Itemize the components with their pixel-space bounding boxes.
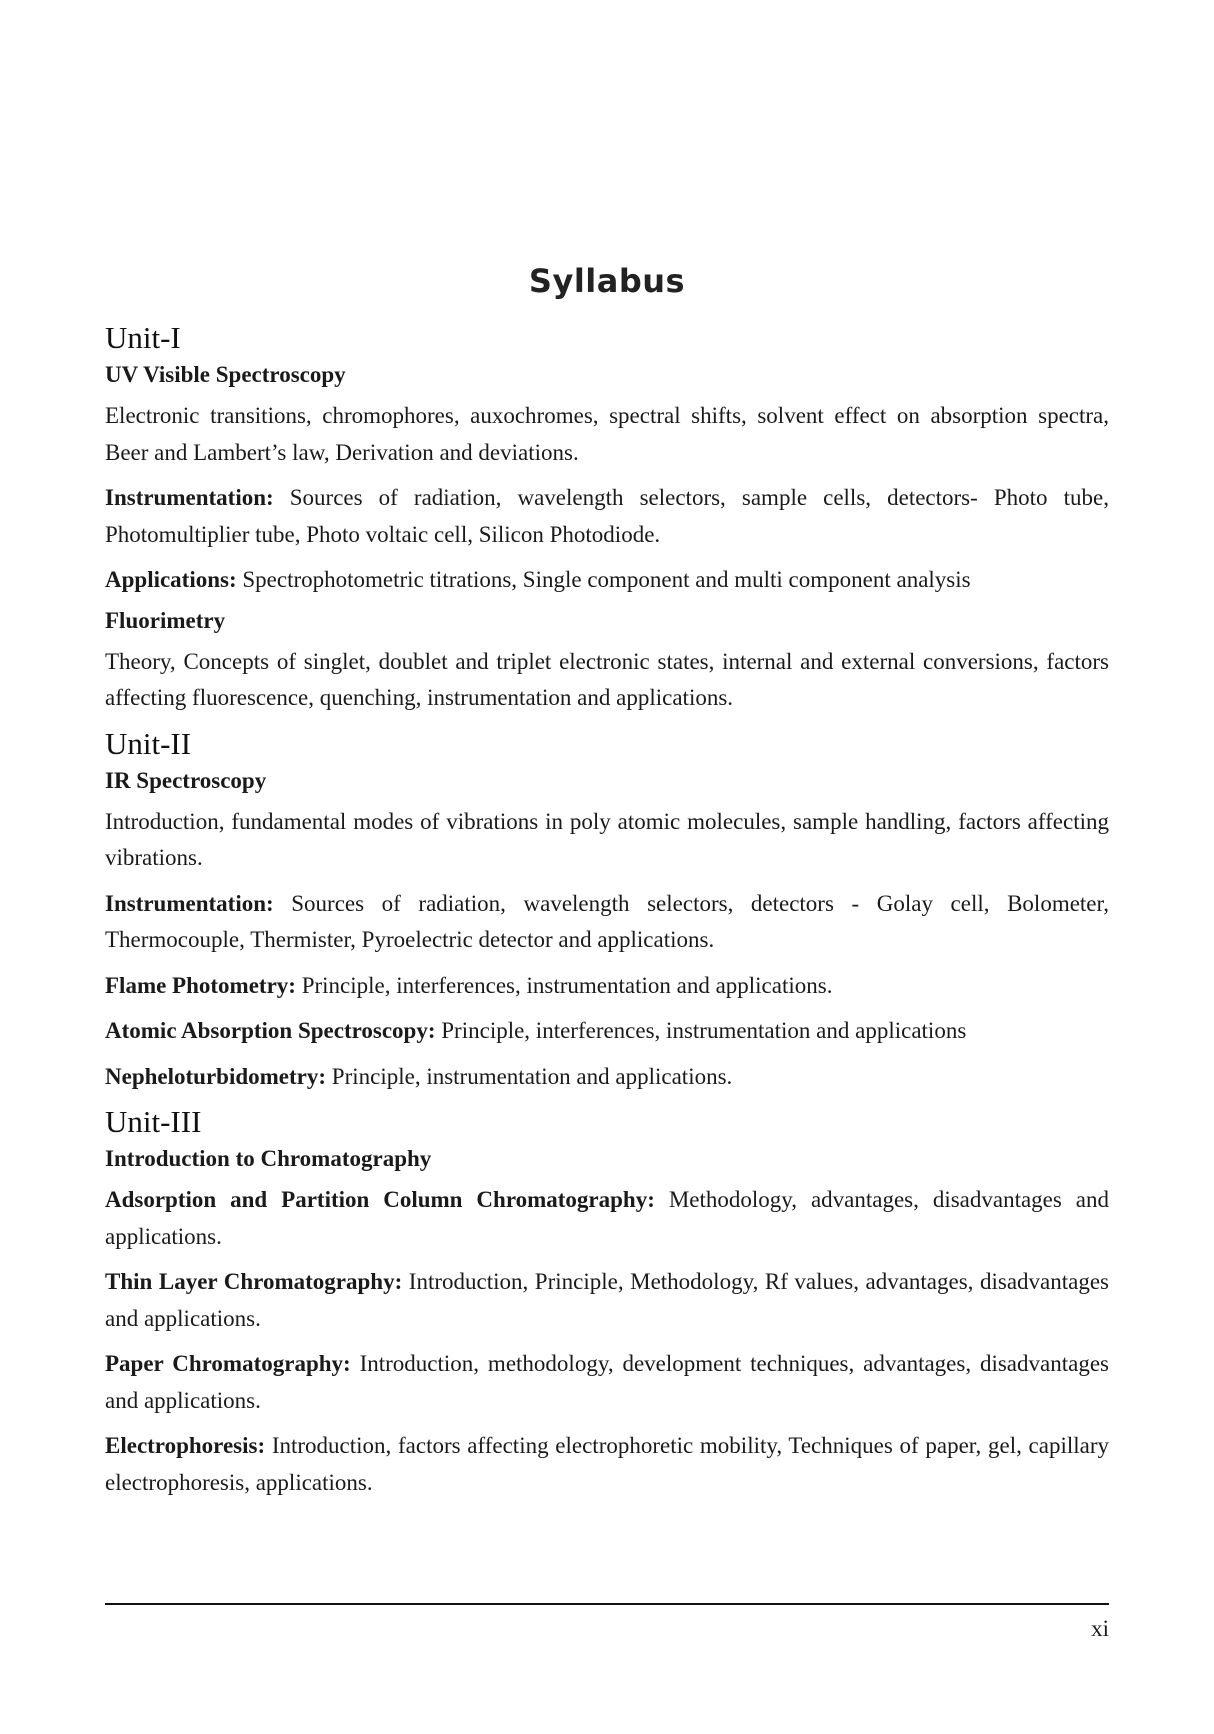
- paragraph-lead: Electrophoresis:: [105, 1433, 266, 1458]
- topic-paragraph: [105, 886, 1109, 959]
- paragraph-lead: Applications:: [105, 567, 237, 592]
- paragraph-text: Principle, interferences, instrumentation and applications: [435, 1018, 967, 1043]
- topic-paragraph: [105, 968, 1109, 1005]
- paragraph-text: Spectrophotometric titrations, Single component and multi component analysis: [236, 567, 971, 592]
- paragraph-lead: Paper Chromatography:: [105, 1351, 351, 1376]
- topic-heading: IR Spectroscopy: [105, 767, 267, 793]
- syllabus-page: [105, 262, 1109, 1510]
- units-container: [105, 320, 1109, 1501]
- paragraph-lead: Thin Layer Chromatography:: [105, 1269, 403, 1294]
- topic-heading: Fluorimetry: [105, 607, 226, 633]
- unit-heading: Unit-III: [105, 1104, 202, 1139]
- paragraph-text: Principle, interferences, instrumentation and applications.: [295, 972, 833, 998]
- paragraph-text: Theory, Concepts of singlet, doublet and triplet electronic states, internal and external conversions, factors affecting fluorescence, quenching, instrumentation and applications.: [105, 648, 1109, 710]
- paragraph-text: Sources of radiation, wavelength selectors, sample cells, detectors- Photo tube, Photomultiplier tube, Photo voltaic cell, Silicon Photodiode.: [105, 485, 1109, 547]
- topic-paragraph: [105, 1428, 1109, 1501]
- topic-paragraph: [105, 804, 1109, 877]
- topic-paragraph: [105, 1013, 1109, 1050]
- topic-paragraph: [105, 1264, 1109, 1337]
- topic-paragraph: [105, 1182, 1109, 1255]
- paragraph-text: Introduction, Principle, Methodology, Rf values, advantages, disadvantages and applications.: [105, 1269, 1109, 1331]
- unit-heading: Unit-I: [105, 320, 181, 355]
- unit-heading: Unit-II: [105, 725, 192, 761]
- topic-paragraph: [105, 1059, 1109, 1096]
- paragraph-text: Introduction, methodology, development techniques, advantages, disadvantages and applications.: [105, 1351, 1109, 1413]
- paragraph-text: Introduction, factors affecting electrophoretic mobility, Techniques of paper, gel, capillary electrophoresis, applications.: [105, 1433, 1109, 1495]
- topic-heading: UV Visible Spectroscopy: [105, 362, 346, 387]
- footer-rule: [105, 1603, 1109, 1605]
- topic-heading: Introduction to Chromatography: [105, 1146, 432, 1171]
- page-title: Syllabus: [528, 262, 686, 300]
- unit-section: [105, 1104, 1109, 1501]
- paragraph-lead: Adsorption and Partition Column Chromatography:: [105, 1187, 655, 1212]
- paragraph-lead: Instrumentation:: [105, 485, 274, 510]
- paragraph-text: Introduction, fundamental modes of vibrations in poly atomic molecules, sample handling, factors affecting vibrations.: [105, 808, 1109, 870]
- topic-paragraph: [105, 480, 1109, 553]
- paragraph-lead: Atomic Absorption Spectroscopy:: [105, 1018, 436, 1043]
- unit-section: [105, 320, 1109, 717]
- unit-section: [105, 726, 1109, 1096]
- page-number: xi: [1091, 1616, 1109, 1641]
- topic-paragraph: [105, 398, 1109, 471]
- paragraph-text: Principle, instrumentation and applications.: [326, 1063, 733, 1089]
- topic-paragraph: [105, 562, 1109, 599]
- paragraph-lead: Flame Photometry:: [105, 972, 296, 998]
- paragraph-text: Electronic transitions, chromophores, auxochromes, spectral shifts, solvent effect on absorption spectra, Beer and Lambert’s law, Derivation and deviations.: [105, 403, 1109, 465]
- topic-paragraph: [105, 644, 1109, 717]
- paragraph-lead: Nepheloturbidometry:: [105, 1063, 327, 1089]
- paragraph-text: Sources of radiation, wavelength selectors, detectors - Golay cell, Bolometer, Thermocouple, Thermister, Pyroelectric detector and applications.: [105, 890, 1109, 952]
- paragraph-text: Methodology, advantages, disadvantages and applications.: [105, 1187, 1109, 1249]
- topic-paragraph: [105, 1346, 1109, 1419]
- paragraph-lead: Instrumentation:: [105, 890, 274, 916]
